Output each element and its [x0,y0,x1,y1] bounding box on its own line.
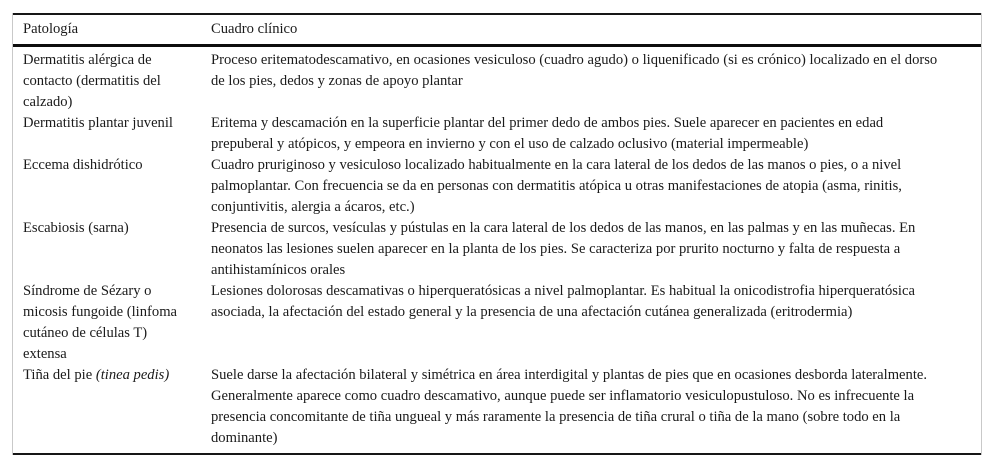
table-row [13,218,981,281]
table-row [13,281,981,365]
clinical-cell: Presencia de surcos, vesículas y pústulas en la cara lateral de los dedos de las manos, en las palmas y en las muñecas. En neonatos las lesiones suelen aparecer en la planta de los pies. Se caracteriza por prurito nocturno y falta de respuesta a antihistamínicos orales [211,220,916,278]
pathology-table [13,13,981,455]
pathology-cell: Síndrome de Sézary o micosis fungoide (linfoma cutáneo de células T) extensa [23,283,178,362]
table-row [13,113,981,155]
pathology-cell: Dermatitis alérgica de contacto (dermatitis del calzado) [23,52,161,110]
pathology-cell [13,365,201,454]
clinical-cell: Suele darse la afectación bilateral y simétrica en área interdigital y plantas de pies que en ocasiones desborda lateralmente. Generalmente aparece como cuadro descamativo, aunque puede ser inflamatorio vesiculopustuloso. No es infrecuente la presencia concomitante de tiña ungueal y más raramente la presencia de tiña crural o tiña de la mano (sobre todo en la dominante) [211,367,927,446]
table-row [13,46,981,114]
pathology-cell: Dermatitis plantar juvenil [23,115,173,131]
pathology-latin-name: (tinea pedis) [95,367,170,383]
clinical-cell: Cuadro pruriginoso y vesiculoso localizado habitualmente en la cara lateral de los dedos de las manos o pies, o a nivel palmoplantar. Con frecuencia se da en personas con dermatitis atópica u otras manifestaciones de atopia (asma, rinitis, conjuntivitis, alergia a ácaros, etc.) [211,157,902,215]
table-header [13,14,981,46]
table-body [13,46,981,455]
column-header-pathology: Patología [23,21,79,37]
clinical-cell: Lesiones dolorosas descamativas o hiperqueratósicas a nivel palmoplantar. Es habitual la onicodistrofia hiperqueratósica asociada, la afectación del estado general y la presencia de una afectación cutánea generalizada (eritrodermia) [211,283,915,320]
column-header-clinical: Cuadro clínico [211,21,298,37]
clinical-cell: Eritema y descamación en la superficie plantar del primer dedo de ambos pies. Suele aparecer en pacientes en edad prepuberal y atópicos, y empeora en invierno y con el uso de calzado oclusivo (material impermeable) [211,115,884,152]
header-row [13,14,981,46]
table-row [13,155,981,218]
clinical-cell: Proceso eritematodescamativo, en ocasiones vesiculoso (cuadro agudo) o liquenificado (si es crónico) localizado en el dorso de los pies, dedos y zonas de apoyo plantar [211,52,938,89]
pathology-cell: Escabiosis (sarna) [23,220,129,236]
table-row [13,365,981,454]
pathology-text: Tiña del pie [23,367,96,383]
pathology-cell: Eccema dishidrótico [23,157,143,173]
pathology-table-container [12,13,982,455]
